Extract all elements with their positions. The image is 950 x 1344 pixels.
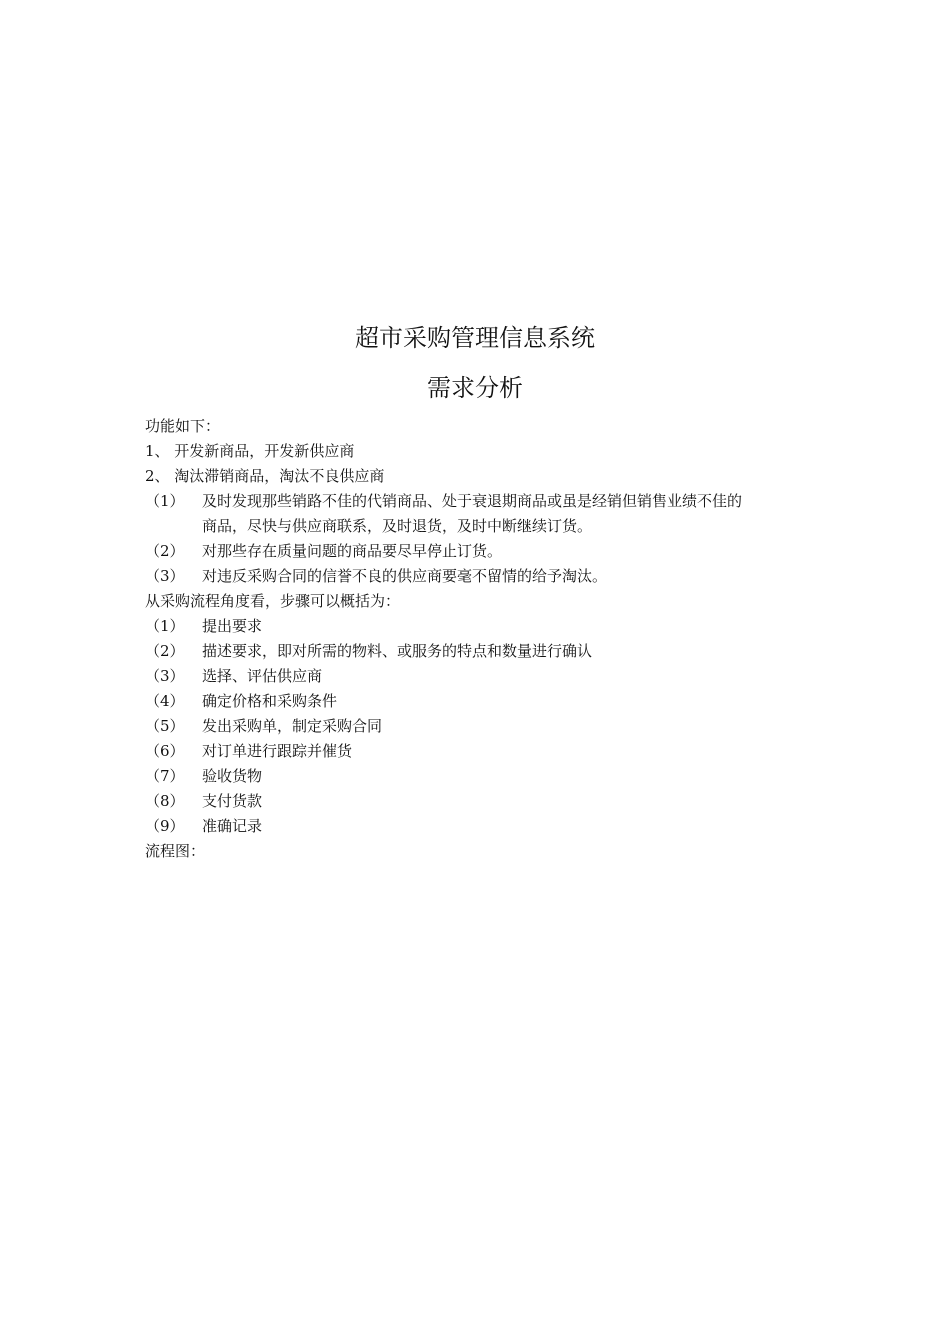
step-number: （3） bbox=[145, 667, 185, 685]
step-number: （4） bbox=[145, 692, 185, 710]
step-text: 发出采购单，制定采购合同 bbox=[202, 717, 383, 735]
step-number: （8） bbox=[145, 792, 185, 810]
document-body bbox=[145, 414, 825, 864]
item-text bbox=[202, 489, 825, 539]
item-number: （2） bbox=[145, 542, 185, 560]
step-number: （2） bbox=[145, 642, 185, 660]
process-step-7 bbox=[145, 764, 825, 789]
item-text-line-2: 商品，尽快与供应商联系，及时退货，及时中断继续订货。 bbox=[202, 517, 593, 535]
step-number: （9） bbox=[145, 817, 185, 835]
process-step-8 bbox=[145, 789, 825, 814]
elimination-item-1 bbox=[145, 489, 825, 539]
functions-heading: 功能如下： bbox=[145, 417, 221, 435]
step-text: 准确记录 bbox=[202, 817, 263, 835]
elimination-item-3 bbox=[145, 564, 825, 589]
step-number: （6） bbox=[145, 742, 185, 760]
process-step-2 bbox=[145, 639, 825, 664]
process-step-1 bbox=[145, 614, 825, 639]
item-text-line-1: 及时发现那些销路不佳的代销商品、处于衰退期商品或虽是经销但销售业绩不佳的 bbox=[202, 492, 743, 510]
step-text: 提出要求 bbox=[202, 617, 263, 635]
step-number: （1） bbox=[145, 617, 185, 635]
flowchart-heading: 流程图： bbox=[145, 842, 206, 860]
item-text: 对违反采购合同的信誉不良的供应商要毫不留情的给予淘汰。 bbox=[202, 567, 608, 585]
document-subtitle: 需求分析 bbox=[427, 374, 523, 402]
step-text: 对订单进行跟踪并催货 bbox=[202, 742, 353, 760]
step-text: 支付货款 bbox=[202, 792, 263, 810]
elimination-item-2 bbox=[145, 539, 825, 564]
item-number: （1） bbox=[145, 492, 185, 510]
item-number: （3） bbox=[145, 567, 185, 585]
document-title: 超市采购管理信息系统 bbox=[355, 324, 595, 352]
step-text: 选择、评估供应商 bbox=[202, 667, 323, 685]
process-step-3 bbox=[145, 664, 825, 689]
step-number: （5） bbox=[145, 717, 185, 735]
process-step-4 bbox=[145, 689, 825, 714]
function-item-1: 1、 开发新商品，开发新供应商 bbox=[145, 442, 355, 460]
function-item-2: 2、 淘汰滞销商品，淘汰不良供应商 bbox=[145, 467, 385, 485]
item-text: 对那些存在质量问题的商品要尽早停止订货。 bbox=[202, 542, 503, 560]
step-text: 验收货物 bbox=[202, 767, 263, 785]
process-heading: 从采购流程角度看，步骤可以概括为： bbox=[145, 592, 401, 610]
step-text: 描述要求，即对所需的物料、或服务的特点和数量进行确认 bbox=[202, 642, 593, 660]
process-step-6 bbox=[145, 739, 825, 764]
process-step-5 bbox=[145, 714, 825, 739]
step-text: 确定价格和采购条件 bbox=[202, 692, 338, 710]
process-step-9 bbox=[145, 814, 825, 839]
step-number: （7） bbox=[145, 767, 185, 785]
